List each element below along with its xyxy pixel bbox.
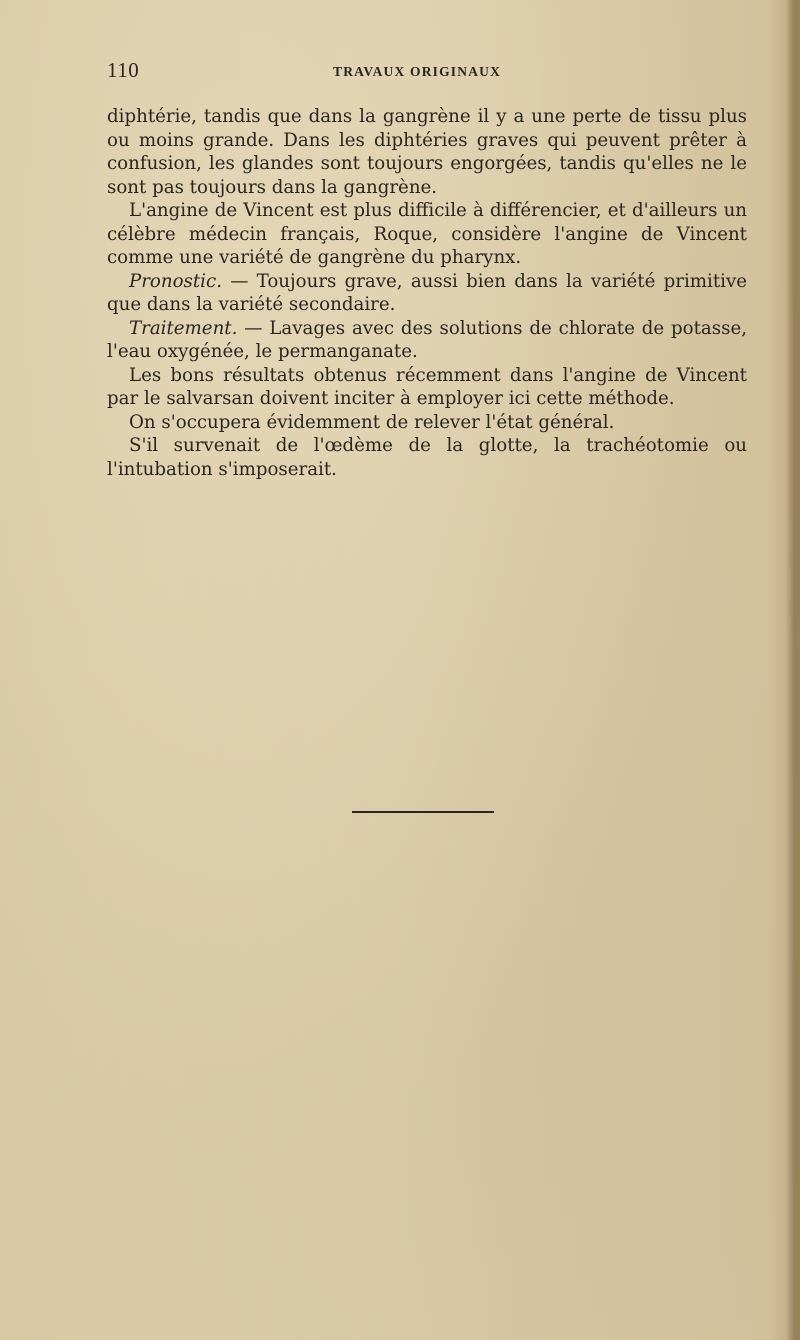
section-end-rule <box>352 811 494 813</box>
treatment-heading: Traitement. <box>129 317 238 339</box>
page-header <box>107 58 747 88</box>
body-text <box>107 105 747 481</box>
page-number: 110 <box>107 58 140 82</box>
paragraph-salvarsan: Les bons résultats obtenus récemment dans l'angine de Vincent par le salvarsan doivent inciter à employer ici cette méthode. <box>107 364 747 409</box>
prognosis-heading: Pronostic. <box>129 270 222 292</box>
paragraph-treatment: Traitement. — Lavages avec des solutions de chlorate de potasse, l'eau oxygénée, le permanganate. <box>107 317 747 362</box>
paragraph-glottis-edema: S'il survenait de l'œdème de la glotte, la trachéotomie ou l'intubation s'imposerait. <box>107 435 747 480</box>
page-edge-shadow <box>786 0 800 1340</box>
running-title: TRAVAUX ORIGINAUX <box>333 64 502 79</box>
paragraph-general-state: On s'occupera évidemment de relever l'état général. <box>129 411 615 433</box>
paragraph-vincent-angina: L'angine de Vincent est plus difficile à différencier, et d'ailleurs un célèbre médecin français, Roque, considère l'angine de Vincent comme une variété de gangrène du pharynx. <box>107 200 747 268</box>
paragraph-diphtheria-comparison: diphtérie, tandis que dans la gangrène il y a une perte de tissu plus ou moins grande. Dans les diphtéries graves qui peuvent prêter à confusion, les glandes sont toujours engorgées, tandis qu'elles ne le sont pas toujours dans la gangrène. <box>107 106 747 198</box>
paragraph-prognosis: Pronostic. — Toujours grave, aussi bien dans la variété primitive que dans la variété secondaire. <box>107 270 747 315</box>
